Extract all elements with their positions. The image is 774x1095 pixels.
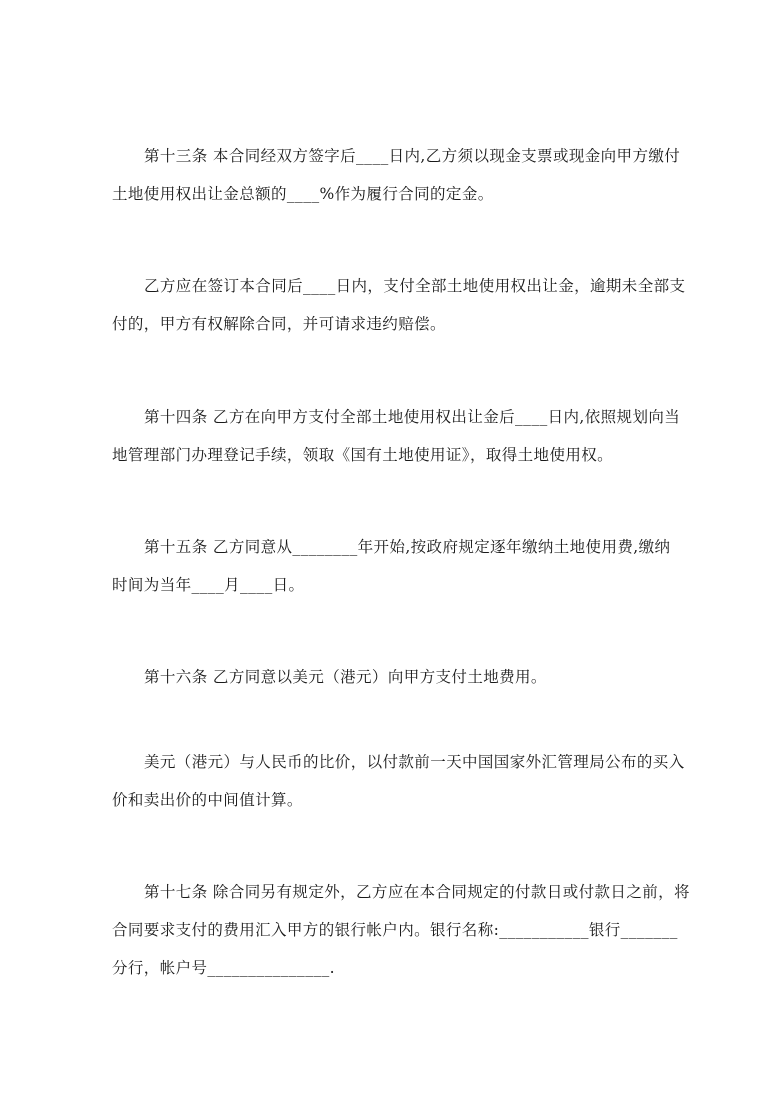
text-line: 付的，甲方有权解除合同，并可请求违约赔偿。 [112, 315, 446, 333]
text-line: 第十三条 本合同经双方签字后____日内,乙方须以现金支票或现金向甲方缴付 [144, 147, 681, 165]
text-line: 乙方应在签订本合同后____日内，支付全部土地使用权出让金，逾期未全部支 [144, 277, 686, 295]
paragraph-payment-deadline [112, 267, 686, 343]
paragraph-article-15 [112, 528, 671, 604]
paragraph-article-13 [112, 137, 681, 213]
text-line: 土地使用权出让金总额的____%作为履行合同的定金。 [112, 185, 494, 203]
text-line: 第十五条 乙方同意从________年开始,按政府规定逐年缴纳土地使用费,缴纳 [144, 538, 671, 556]
text-line: 第十七条 除合同另有规定外，乙方应在本合同规定的付款日或付款日之前，将 [144, 883, 690, 901]
paragraph-article-16 [112, 658, 664, 696]
text-line: 地管理部门办理登记手续，领取《国有土地使用证》，取得土地使用权。 [112, 446, 614, 464]
paragraph-article-17 [112, 873, 690, 987]
paragraph-exchange-rate [112, 743, 685, 819]
text-line: 合同要求支付的费用汇入甲方的银行帐户内。银行名称:___________银行_______ [112, 921, 678, 939]
text-line: 时间为当年____月____日。 [112, 576, 305, 594]
paragraph-article-14 [112, 398, 681, 474]
text-line: 第十六条 乙方同意以美元（港元）向甲方支付土地费用。 [144, 668, 547, 686]
text-line: 第十四条 乙方在向甲方支付全部土地使用权出让金后____日内,依照规划向当 [144, 408, 681, 426]
text-line: 美元（港元）与人民币的比价，以付款前一天中国国家外汇管理局公布的买入 [144, 753, 685, 771]
text-line: 价和卖出价的中间值计算。 [112, 791, 303, 809]
text-line: 分行，帐户号_______________. [112, 959, 335, 977]
